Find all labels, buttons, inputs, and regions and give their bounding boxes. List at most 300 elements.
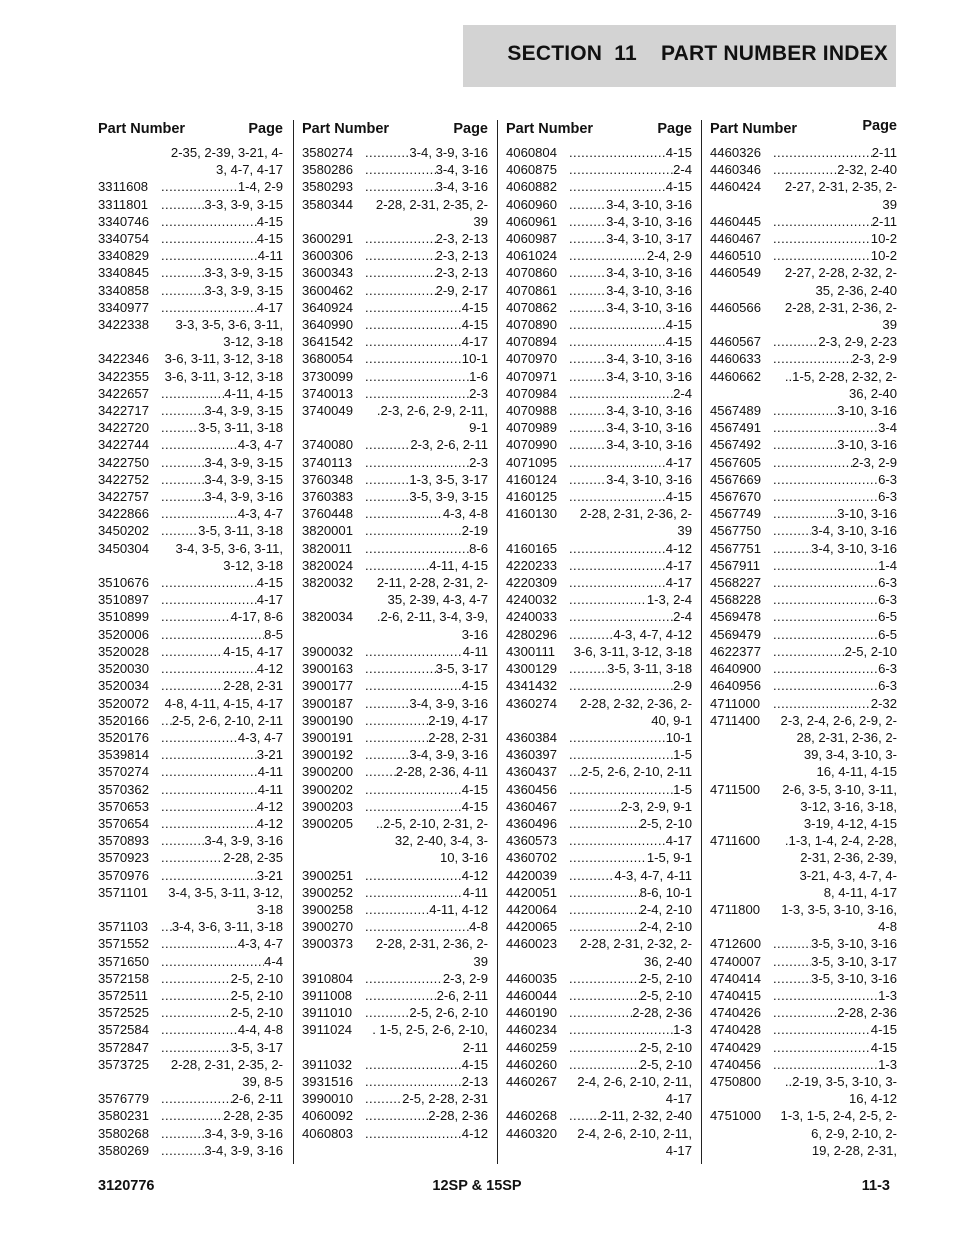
index-entry (710, 626, 897, 643)
page-references (569, 867, 692, 884)
index-entry (710, 454, 897, 471)
dot-leader (773, 419, 878, 436)
part-number: 3570923 (98, 850, 149, 866)
page-references (161, 781, 283, 798)
part-number: 3900177 (302, 678, 353, 694)
part-number: 4360274 (506, 695, 557, 711)
page-references: 2-28, 2-31, 2-32, 2-36, 2-40 (579, 936, 692, 969)
part-number: 3422657 (98, 385, 149, 401)
page-references: 2-28, 2-31, 2-36, 2-39 (784, 299, 897, 333)
index-entry (506, 213, 692, 230)
page-references: ..2-19, 3-5, 3-10, 3-16, 4-12 (784, 1073, 897, 1107)
page-references: 2-28, 2-31, 2-35, 2-39 (375, 196, 488, 229)
index-entry (506, 1021, 692, 1038)
page-references (161, 867, 283, 884)
part-number: 4460268 (506, 1108, 557, 1124)
dot-leader (773, 505, 837, 522)
dot-leader (569, 213, 606, 230)
page-references (365, 1125, 488, 1142)
column-header (98, 118, 283, 144)
dot-leader (161, 970, 231, 987)
dot-leader (569, 746, 673, 763)
part-number: 4568227 (710, 575, 761, 591)
page-value: 2-3, 2-9 (851, 351, 897, 367)
part-number: 3520028 (98, 643, 149, 659)
page-value: 2-4, 2-10 (639, 919, 692, 935)
part-number: 4460346 (710, 162, 761, 178)
page-value: 4-15 (461, 781, 488, 797)
part-number: 4460633 (710, 351, 761, 367)
index-entry (710, 178, 897, 212)
page-references (161, 1107, 283, 1124)
page-heading: Page (453, 121, 488, 137)
part-number: 3640924 (302, 299, 353, 315)
page-references (569, 264, 692, 281)
page-references (365, 282, 488, 299)
page-value: 4-17 (665, 575, 692, 591)
part-number: 4280296 (506, 626, 557, 642)
page-value: 6-3 (878, 489, 897, 505)
page-references (773, 333, 897, 350)
part-number: 4711600 (710, 833, 761, 849)
page-value: 4-17 (461, 334, 488, 350)
dot-leader (365, 729, 428, 746)
page-value: 3-4, 3-10, 3-16 (811, 540, 897, 556)
dot-leader (161, 178, 238, 195)
page-value: 6-5 (878, 609, 897, 625)
index-entry (98, 746, 283, 763)
index-column-1 (98, 118, 283, 1159)
dot-leader (773, 402, 837, 419)
section-header-band (463, 25, 896, 87)
part-number: 4070861 (506, 282, 557, 298)
dot-leader (161, 505, 238, 522)
dot-leader (569, 471, 606, 488)
page-value: 3-5, 3-17 (230, 1039, 283, 1055)
index-entry (710, 643, 897, 660)
dot-leader (365, 282, 436, 299)
page-references (569, 781, 692, 798)
part-number: 4460023 (506, 936, 557, 952)
page-value: 2-5, 2-6, 2-10 (409, 1005, 488, 1021)
index-entry (506, 798, 692, 815)
page-value: 4-3, 4-7 (237, 936, 283, 952)
page-value: 4-3, 4-8 (442, 506, 488, 522)
part-number: 3576779 (98, 1091, 149, 1107)
page-references (365, 763, 488, 780)
dot-leader (365, 970, 443, 987)
part-number: 4160130 (506, 506, 557, 522)
index-entry (98, 815, 283, 832)
dot-leader (773, 935, 811, 952)
dot-leader (161, 746, 257, 763)
part-number: 3600306 (302, 248, 353, 264)
page-value: 1-5, 9-1 (646, 850, 692, 866)
part-number: 4622377 (710, 643, 761, 659)
index-entry (710, 264, 897, 298)
part-number: 3600291 (302, 231, 353, 247)
index-entry (302, 746, 488, 763)
index-entry (98, 987, 283, 1004)
part-number: 3900258 (302, 901, 353, 917)
page-value: 2-3, 2-9 (851, 454, 897, 470)
index-entry (98, 798, 283, 815)
page-references (569, 488, 692, 505)
index-entry (506, 1056, 692, 1073)
page-value: 2-28, 2-31 (428, 729, 488, 745)
part-number: 3572158 (98, 970, 149, 986)
index-entry (98, 247, 283, 264)
dot-leader (365, 918, 469, 935)
page-value: 4-15, 4-17 (223, 643, 283, 659)
page-references (569, 677, 692, 694)
page-references (773, 350, 897, 367)
dot-leader (161, 213, 257, 230)
index-entry (98, 591, 283, 608)
part-number: 3820032 (302, 575, 353, 591)
index-entry (710, 333, 897, 350)
part-number: 4360397 (506, 747, 557, 763)
dot-leader (365, 660, 436, 677)
dot-leader (365, 677, 462, 694)
part-number: 3580344 (302, 196, 353, 212)
page-references (773, 454, 897, 471)
page-value: 3-4, 3-9, 3-15 (204, 471, 283, 487)
part-number: 3900373 (302, 936, 353, 952)
dot-leader (161, 1021, 238, 1038)
part-number: 4061024 (506, 248, 557, 264)
index-entry (506, 746, 692, 763)
page-references (569, 557, 692, 574)
dot-leader (161, 247, 258, 264)
index-entry (506, 1125, 692, 1159)
page-references: 3-4, 3-5, 3-11, 3-12, 3-18 (168, 884, 283, 917)
index-entry (506, 299, 692, 316)
page-value: 2-3, 2-6, 2-11 (410, 437, 488, 453)
part-number: 4360384 (506, 729, 557, 745)
index-entry (302, 436, 488, 453)
index-entry (506, 763, 692, 780)
index-entry (302, 1125, 488, 1142)
part-number: 4240032 (506, 592, 557, 608)
page-value: 3-4, 3-10, 3-16 (811, 523, 897, 539)
dot-leader (161, 196, 204, 213)
dot-leader (569, 299, 606, 316)
page-references (161, 746, 283, 763)
page-references (569, 350, 692, 367)
part-number: 3340829 (98, 248, 149, 264)
dot-leader (569, 626, 613, 643)
page-references (365, 695, 488, 712)
page-value: 2-5, 2-6, 2-10, 2-11 (171, 712, 283, 728)
index-entry (302, 402, 488, 436)
page-references (365, 436, 488, 453)
page-references (161, 729, 283, 746)
page-heading: Page (862, 118, 897, 134)
page-value: 1-6 (469, 368, 488, 384)
dot-leader (569, 178, 666, 195)
dot-leader (569, 970, 640, 987)
page-references: 3-6, 3-11, 3-12, 3-18 (573, 643, 692, 659)
page-references (569, 333, 692, 350)
part-number: 3900192 (302, 747, 353, 763)
dot-leader (161, 574, 257, 591)
dot-leader (569, 454, 666, 471)
part-number: 3450304 (98, 540, 149, 556)
page-references (365, 729, 488, 746)
index-entry (98, 144, 283, 178)
index-entry (302, 884, 488, 901)
page-value: 4-11 (257, 781, 283, 797)
page-references (773, 987, 897, 1004)
page-value: 4-17, 8-6 (230, 609, 283, 625)
index-entry (506, 505, 692, 539)
page-value: 8-6 (469, 540, 488, 556)
dot-leader (365, 695, 409, 712)
index-entry (302, 178, 488, 195)
dot-leader (569, 1004, 632, 1021)
part-number: 4070970 (506, 351, 557, 367)
part-number: 4460267 (506, 1073, 557, 1089)
index-entry (506, 419, 692, 436)
dot-leader (365, 247, 436, 264)
page-value: 3-4, 3-10, 3-16 (606, 368, 692, 384)
index-entry (302, 918, 488, 935)
page-references (773, 522, 897, 539)
dot-leader (569, 832, 666, 849)
part-number: 4567492 (710, 437, 761, 453)
page-references (161, 454, 283, 471)
index-entry (98, 677, 283, 694)
index-entry (302, 660, 488, 677)
index-entry (506, 282, 692, 299)
part-number: 4070984 (506, 385, 557, 401)
dot-leader (365, 264, 436, 281)
page-value: 4-15 (461, 317, 488, 333)
dot-leader (161, 1125, 204, 1142)
dot-leader (161, 471, 204, 488)
part-number: 3570893 (98, 833, 149, 849)
page-references: .2-3, 2-6, 2-9, 2-11, 9-1 (376, 403, 488, 436)
dot-leader (161, 385, 224, 402)
index-entry (98, 953, 283, 970)
dot-leader (569, 230, 606, 247)
dot-leader (773, 540, 811, 557)
dot-leader (569, 677, 673, 694)
dot-leader (569, 729, 666, 746)
page-references: 2-35, 2-39, 3-21, 4-3, 4-7, 4-17 (170, 145, 283, 178)
part-number: 4460044 (506, 987, 557, 1003)
index-entry (302, 368, 488, 385)
dot-leader (161, 402, 204, 419)
part-number: 3520030 (98, 661, 149, 677)
dot-leader (569, 608, 673, 625)
page-references (365, 299, 488, 316)
dot-leader (569, 1021, 673, 1038)
page-references (569, 230, 692, 247)
page-references (365, 1107, 488, 1124)
page-value: 6-3 (878, 661, 897, 677)
page-value: 2-5, 2-10 (230, 1005, 283, 1021)
index-entry (506, 901, 692, 918)
page-references: 1-3, 1-5, 2-4, 2-5, 2-6, 2-9, 2-10, 2-19, 2-28, 2-31, (780, 1108, 897, 1158)
page-value: 2-3, 2-13 (435, 265, 488, 281)
page-value: 4-15 (870, 1039, 897, 1055)
dot-leader (161, 299, 257, 316)
part-number: 3422750 (98, 454, 149, 470)
index-entry (98, 1004, 283, 1021)
dot-leader (161, 798, 257, 815)
index-entry (506, 368, 692, 385)
index-entry (98, 729, 283, 746)
dot-leader (161, 1090, 232, 1107)
index-entry (98, 488, 283, 505)
part-number: 3422744 (98, 437, 149, 453)
page-value: 3-4 (878, 420, 897, 436)
part-number: 4460320 (506, 1125, 557, 1141)
part-number: 3900163 (302, 661, 353, 677)
dot-leader (365, 1004, 409, 1021)
page-references (365, 867, 488, 884)
page-references (773, 505, 897, 522)
part-number: 3580231 (98, 1108, 149, 1124)
part-number: 4460035 (506, 970, 557, 986)
dot-leader (773, 436, 837, 453)
index-entry (98, 935, 283, 952)
part-number: 3900032 (302, 643, 353, 659)
page-references (773, 591, 897, 608)
page-references (365, 488, 488, 505)
dot-leader (569, 350, 606, 367)
dot-leader (365, 230, 436, 247)
part-number: 4460190 (506, 1005, 557, 1021)
page-value: 3-4, 3-9, 3-16 (409, 145, 488, 160)
column-entries (302, 144, 488, 1142)
index-entry (302, 1021, 488, 1055)
index-entry (506, 161, 692, 178)
page-references (569, 608, 692, 625)
page-references (365, 333, 488, 350)
page-value: 4-15 (461, 299, 488, 315)
part-number: 4360496 (506, 815, 557, 831)
part-number: 3680054 (302, 351, 353, 367)
index-entry (710, 161, 897, 178)
index-entry (302, 608, 488, 642)
part-number: 3570976 (98, 867, 149, 883)
index-entry (302, 540, 488, 557)
index-entry (710, 677, 897, 694)
part-number: 3422757 (98, 489, 149, 505)
index-entry (302, 1090, 488, 1107)
dot-leader (773, 626, 878, 643)
part-number: 4240033 (506, 609, 557, 625)
page-value: 2-11 (871, 213, 897, 229)
dot-leader (161, 608, 231, 625)
page-value: 6-5 (878, 626, 897, 642)
dot-leader (569, 264, 606, 281)
dot-leader (161, 454, 204, 471)
page-value: 4-11 (462, 643, 488, 659)
part-number: 3570274 (98, 764, 149, 780)
part-number: 3520166 (98, 712, 149, 728)
index-entry (98, 402, 283, 419)
part-number: 4740428 (710, 1022, 761, 1038)
index-entry (506, 987, 692, 1004)
page-value: 3-4, 3-10, 3-16 (606, 403, 692, 419)
index-entry (98, 849, 283, 866)
dot-leader (365, 368, 469, 385)
index-entry (506, 350, 692, 367)
page-value: 4-17 (256, 299, 283, 315)
page-value: 4-15 (256, 231, 283, 247)
dot-leader (569, 867, 614, 884)
dot-leader (569, 333, 666, 350)
page-references (161, 1039, 283, 1056)
page-references (569, 247, 692, 264)
part-number: 3740113 (302, 454, 353, 470)
index-entry (506, 471, 692, 488)
page-value: 4-15 (665, 179, 692, 195)
page-value: 3-4, 3-10, 3-16 (606, 213, 692, 229)
page-references (161, 953, 283, 970)
index-entry (506, 867, 692, 884)
dot-leader (569, 419, 606, 436)
part-number: 4567911 (710, 557, 761, 573)
part-number: 4567489 (710, 403, 761, 419)
dot-leader (773, 970, 811, 987)
part-number: 3911024 (302, 1022, 353, 1038)
part-number: 3820024 (302, 557, 353, 573)
index-entry (506, 316, 692, 333)
part-number: 3760383 (302, 489, 353, 505)
part-number: 4060875 (506, 162, 557, 178)
index-entry (710, 522, 897, 539)
index-entry (302, 798, 488, 815)
page-value: 1-3 (673, 1022, 692, 1038)
page-references (773, 540, 897, 557)
part-number: 4220233 (506, 557, 557, 573)
index-entry (506, 1073, 692, 1107)
dot-leader (569, 763, 581, 780)
index-entry (506, 626, 692, 643)
dot-leader (365, 1090, 402, 1107)
index-entry (710, 953, 897, 970)
index-entry (98, 522, 283, 539)
part-number: 4711400 (710, 712, 761, 728)
part-number: 4569479 (710, 626, 761, 642)
page-references (161, 763, 283, 780)
part-number: 3510899 (98, 609, 149, 625)
dot-leader (773, 953, 811, 970)
page-references (161, 798, 283, 815)
dot-leader (161, 1107, 223, 1124)
part-number: 4160165 (506, 540, 557, 556)
page-value: 4-4 (264, 953, 283, 969)
part-number: 4070860 (506, 265, 557, 281)
index-entry (98, 213, 283, 230)
index-entry (98, 1125, 283, 1142)
dot-leader (773, 454, 852, 471)
dot-leader (161, 953, 264, 970)
dot-leader (773, 471, 878, 488)
index-entry (710, 557, 897, 574)
page-references (365, 1090, 488, 1107)
index-entry (98, 368, 283, 385)
page-value: 4-17 (665, 454, 692, 470)
page-value: 4-11 (257, 764, 283, 780)
page-value: 6-3 (878, 471, 897, 487)
part-number: 4220309 (506, 575, 557, 591)
